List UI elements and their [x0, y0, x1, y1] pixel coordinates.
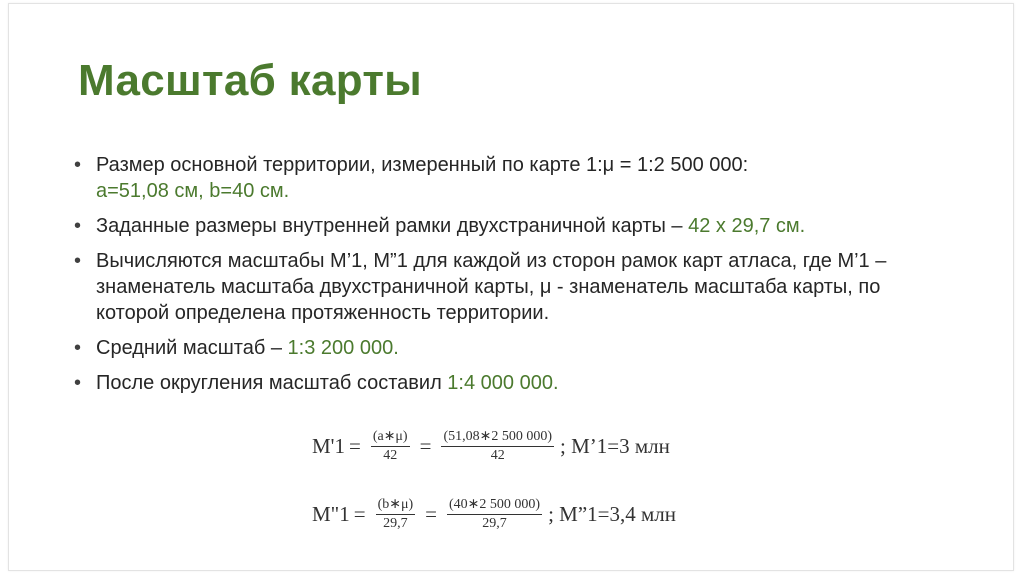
bullet-item	[72, 213, 952, 239]
bullet-highlight: a=51,08 см, b=40 см.	[96, 180, 290, 202]
bullet-highlight: 42 x 29,7 см.	[688, 215, 806, 237]
bullet-item	[72, 248, 952, 326]
fraction-numerator: (40∗2 500 000)	[447, 496, 542, 515]
bullet-highlight: 1:3 200 000.	[287, 337, 399, 359]
bullet-text: Заданные размеры внутренней рамки двухстраничной карты –	[96, 215, 689, 237]
bullet-text: Средний масштаб –	[96, 337, 288, 359]
fraction-denominator: 42	[490, 448, 505, 463]
formula-fraction	[441, 428, 554, 465]
bullet-text: Размер основной территории, измеренный по карте 1:μ = 1:2 500 000:	[96, 154, 749, 176]
formula-lhs: M"1	[312, 502, 350, 526]
bullet-list	[72, 152, 952, 405]
fraction-numerator: (b∗μ)	[376, 496, 416, 515]
bullet-text: После округления масштаб составил	[96, 372, 448, 394]
fraction-denominator: 29,7	[383, 516, 408, 531]
formula-m2	[312, 496, 676, 533]
formula-fraction	[371, 428, 410, 465]
formula-result: ; M”1=3,4 млн	[548, 502, 676, 526]
formula-equals: =	[353, 502, 366, 526]
bullet-item	[72, 152, 952, 204]
formula-result: ; M’1=3 млн	[560, 434, 670, 458]
fraction-denominator: 42	[383, 448, 398, 463]
formula-equals: =	[425, 502, 437, 526]
fraction-numerator: (a∗μ)	[371, 428, 410, 447]
formula-equals: =	[348, 434, 361, 458]
fraction-denominator: 29,7	[482, 516, 507, 531]
bullet-text: Вычисляются масштабы М’1, М”1 для каждой из сторон рамок карт атласа, где М’1 – знаменатель масштаба двухстраничной карты, μ - знаменатель масштаба карты, по которой определена протяженность территории.	[96, 250, 887, 324]
formula-lhs: M'1	[312, 434, 345, 458]
bullet-item	[72, 335, 952, 361]
formula-fraction	[447, 496, 542, 533]
fraction-numerator: (51,08∗2 500 000)	[441, 428, 554, 447]
bullet-item	[72, 370, 952, 396]
formula-m1	[312, 428, 670, 465]
formula-fraction	[376, 496, 416, 533]
slide-title: Масштаб карты	[78, 56, 423, 105]
formula-equals: =	[419, 434, 432, 458]
bullet-highlight: 1:4 000 000.	[447, 372, 559, 394]
